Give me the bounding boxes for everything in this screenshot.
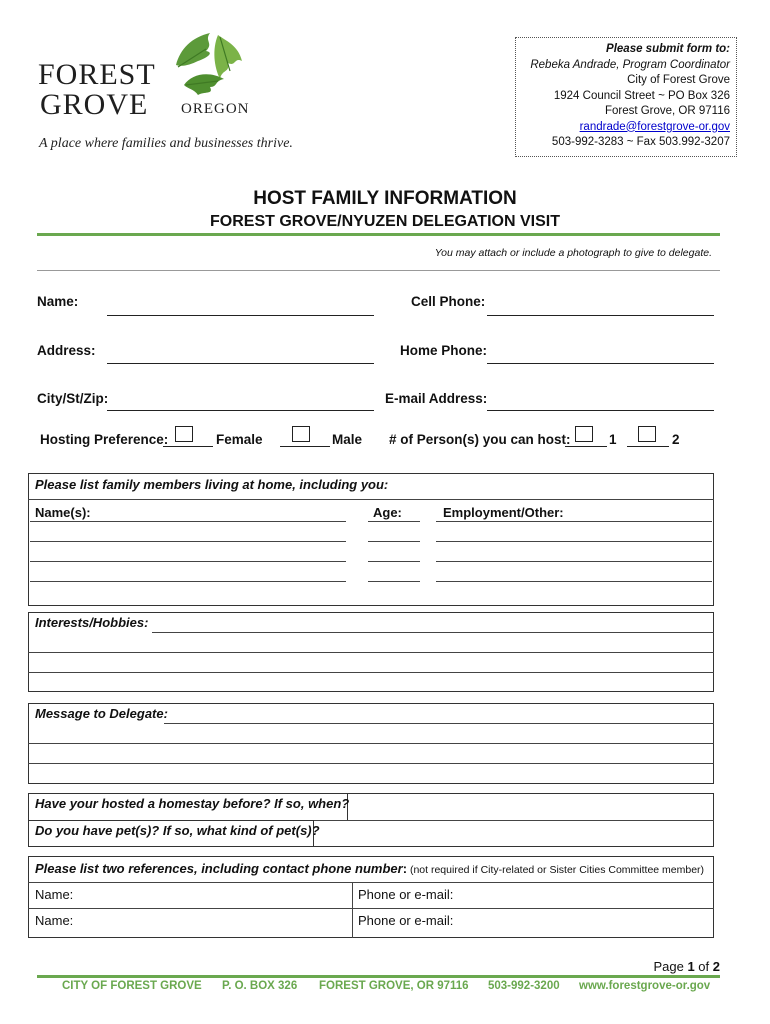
logo-forest: FOREST: [38, 58, 156, 91]
submit-email-link[interactable]: randrade@forestgrove-or.gov: [579, 120, 730, 133]
city-field[interactable]: [107, 410, 374, 411]
references-row-divider: [28, 908, 714, 909]
hosting-preference-label: Hosting Preference:: [40, 432, 169, 447]
family-heading-divider: [28, 499, 714, 500]
footer-box: P. O. BOX 326: [222, 980, 298, 992]
persons-label: # of Person(s) you can host:: [389, 432, 571, 447]
page-prefix: Page: [653, 959, 688, 974]
page-current: 1: [687, 959, 695, 974]
family-name-line-4[interactable]: [30, 581, 346, 582]
female-label: Female: [216, 432, 263, 447]
references-note: (not required if City-related or Sister Cities Committee member): [407, 864, 705, 876]
page-subtitle: FOREST GROVE/NYUZEN DELEGATION VISIT: [210, 213, 560, 230]
persons-2-underline: [627, 446, 669, 447]
footer-phone: 503-992-3200: [488, 980, 560, 992]
male-label: Male: [332, 432, 363, 447]
references-heading-divider: [28, 882, 714, 883]
family-emp-line-3[interactable]: [436, 561, 712, 562]
family-box: [28, 473, 714, 606]
pets-question: Do you have pet(s)? If so, what kind of pet(s)?: [35, 823, 320, 838]
family-employment-header: Employment/Other:: [443, 505, 564, 520]
family-age-header: Age:: [373, 505, 402, 520]
submit-info-box: [515, 37, 737, 157]
interests-line-3[interactable]: [28, 672, 714, 673]
family-name-line-1[interactable]: [30, 521, 346, 522]
persons-1-label: 1: [609, 432, 617, 447]
persons-1-underline: [565, 446, 607, 447]
message-line-1[interactable]: [164, 723, 714, 724]
submit-street: 1924 Council Street ~ PO Box 326: [553, 89, 730, 102]
persons-1-checkbox[interactable]: [575, 426, 593, 442]
family-heading: Please list family members living at home, including you:: [35, 477, 389, 492]
family-name-line-3[interactable]: [30, 561, 346, 562]
submit-heading: Please submit form to:: [606, 43, 730, 55]
message-line-3[interactable]: [28, 763, 714, 764]
interests-label: Interests/Hobbies:: [35, 615, 149, 630]
page-title: HOST FAMILY INFORMATION: [253, 188, 517, 209]
family-age-line-2[interactable]: [368, 541, 420, 542]
logo-grove: GROVE: [40, 88, 149, 121]
family-name-line-2[interactable]: [30, 541, 346, 542]
message-label: Message to Delegate:: [35, 706, 168, 721]
note-divider: [37, 270, 720, 271]
message-line-2[interactable]: [28, 743, 714, 744]
cell-phone-label: Cell Phone:: [411, 294, 486, 309]
male-underline: [280, 446, 330, 447]
submit-phone: 503-992-3283 ~ Fax 503.992-3207: [551, 136, 730, 148]
city-label: City/St/Zip:: [37, 391, 109, 406]
page-total: 2: [712, 959, 720, 974]
submit-contact-name: Rebeka Andrade, Program Coordinator: [530, 58, 730, 71]
family-age-line-4[interactable]: [368, 581, 420, 582]
references-heading-text: Please list two references, including contact phone number: [35, 861, 403, 876]
oak-leaf-logo-icon: [170, 27, 250, 99]
interests-line-1[interactable]: [152, 632, 714, 633]
pets-answer-field[interactable]: [316, 822, 712, 845]
family-emp-line-1[interactable]: [436, 521, 712, 522]
persons-2-label: 2: [672, 432, 680, 447]
family-age-line-1[interactable]: [368, 521, 420, 522]
reference-2-phone-field[interactable]: Phone or e-mail:: [358, 913, 454, 928]
address-field[interactable]: [107, 363, 374, 364]
cell-phone-field[interactable]: [487, 315, 714, 316]
photo-note: You may attach or include a photograph to give to delegate.: [434, 247, 712, 259]
references-heading: [35, 860, 704, 878]
email-field[interactable]: [487, 410, 714, 411]
name-field[interactable]: [107, 315, 374, 316]
footer-website-link[interactable]: www.forestgrove-or.gov: [579, 980, 711, 992]
family-emp-line-4[interactable]: [436, 581, 712, 582]
reference-2-name-field[interactable]: Name:: [35, 913, 74, 928]
female-checkbox[interactable]: [175, 426, 193, 442]
homestay-question: Have your hosted a homestay before? If so, when?: [35, 796, 350, 811]
references-heading-colon: :: [402, 861, 408, 876]
family-names-header: Name(s):: [35, 505, 91, 520]
page-number: [653, 959, 720, 974]
name-label: Name:: [37, 294, 79, 309]
footer-divider: [37, 975, 720, 978]
footer-city: CITY OF FOREST GROVE: [62, 980, 202, 992]
submit-city: Forest Grove, OR 97116: [604, 105, 730, 117]
references-col-divider: [352, 882, 353, 938]
email-label: E-mail Address:: [385, 391, 488, 406]
family-age-line-3[interactable]: [368, 561, 420, 562]
title-divider: [37, 233, 720, 236]
logo-oregon: OREGON: [181, 101, 250, 117]
page-of: of: [694, 959, 713, 974]
persons-2-checkbox[interactable]: [638, 426, 656, 442]
interests-line-2[interactable]: [28, 652, 714, 653]
reference-1-name-field[interactable]: Name:: [35, 887, 74, 902]
home-phone-field[interactable]: [487, 363, 714, 364]
submit-org: City of Forest Grove: [627, 74, 730, 86]
homestay-answer-field[interactable]: [350, 795, 712, 819]
tagline: A place where families and businesses thrive.: [39, 136, 293, 151]
family-emp-line-2[interactable]: [436, 541, 712, 542]
female-underline: [163, 446, 213, 447]
reference-1-phone-field[interactable]: Phone or e-mail:: [358, 887, 454, 902]
address-label: Address:: [37, 343, 96, 358]
male-checkbox[interactable]: [292, 426, 310, 442]
home-phone-label: Home Phone:: [400, 343, 488, 358]
footer-address: FOREST GROVE, OR 97116: [319, 980, 469, 992]
